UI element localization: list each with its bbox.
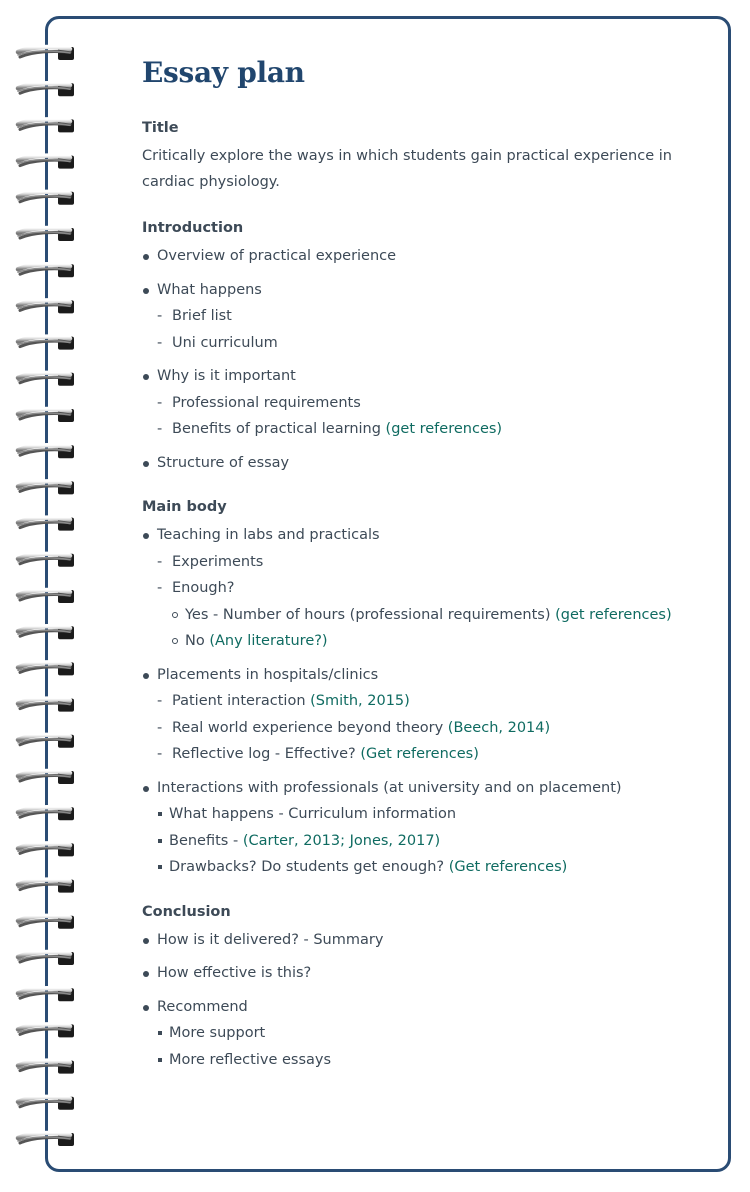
list-item: Recommend More support More reflective essays (142, 994, 702, 1074)
spiral-ring (18, 662, 74, 675)
sub-sub-list-item: No (Any literature?) (172, 628, 702, 655)
title-heading: Title (142, 120, 179, 136)
sub-list-item: - Benefits of practical learning (get references) (157, 416, 702, 443)
spiral-ring (18, 1097, 74, 1110)
sub-list-item: Drawbacks? Do students get enough? (Get references) (157, 854, 702, 881)
sub-list-item: Benefits - (Carter, 2013; Jones, 2017) (157, 828, 702, 855)
list-item: What happens - Brief list - Uni curriculum (142, 277, 702, 357)
conclusion-section (142, 901, 702, 1074)
title-text: Critically explore the ways in which students gain practical experience in cardiac physiology. (142, 148, 672, 190)
list-item: Why is it important - Professional requirements - Benefits of practical learning (get references) (142, 363, 702, 443)
spiral-ring (18, 83, 74, 96)
sub-sub-list-item: Yes - Number of hours (professional requirements) (get references) (172, 602, 702, 629)
spiral-ring (18, 337, 74, 350)
spiral-ring (18, 988, 74, 1001)
reference-note: (get references) (385, 421, 503, 437)
reference-note: (Get references) (448, 859, 568, 875)
sub-list-item: - Professional requirements (157, 390, 702, 417)
reference-note: (Get references) (360, 746, 479, 762)
spiral-ring (18, 156, 74, 169)
sub-list-item: - Brief list (157, 303, 702, 330)
spiral-ring (18, 699, 74, 712)
reference-note: (Beech, 2014) (447, 719, 551, 736)
sub-list-item: More reflective essays (157, 1047, 702, 1074)
list-item: Placements in hospitals/clinics - Patient interaction (Smith, 2015) - Real world experience beyond theory (Beech, 2014) - Reflective log - Effective? (Get references) (142, 662, 702, 768)
sub-list-item: What happens - Curriculum information (157, 801, 702, 828)
spiral-ring (18, 518, 74, 531)
spiral-ring (18, 481, 74, 494)
sub-list-item: - Patient interaction (Smith, 2015) (157, 688, 702, 715)
spiral-ring (18, 554, 74, 567)
spiral-ring (18, 1061, 74, 1074)
spiral-ring (18, 373, 74, 386)
introduction-section (142, 217, 702, 476)
spiral-ring (18, 1024, 74, 1037)
spiral-ring (18, 409, 74, 422)
spiral-ring (18, 807, 74, 820)
spiral-ring (18, 590, 74, 603)
sub-list-item: - Real world experience beyond theory (Beech, 2014) (157, 715, 702, 742)
spiral-ring (18, 228, 74, 241)
spiral-ring (18, 771, 74, 784)
sub-list-item: - Reflective log - Effective? (Get references) (157, 741, 702, 768)
list-item: Overview of practical experience (142, 243, 702, 270)
spiral-ring (18, 192, 74, 205)
sub-list-item: - Uni curriculum (157, 330, 702, 357)
spiral-ring (18, 952, 74, 965)
reference-note: (Any literature?) (209, 633, 328, 649)
introduction-heading: Introduction (142, 220, 244, 236)
list-item: Teaching in labs and practicals - Experiments - Enough? Yes - Number of hours (professional requirements) (get references) No (Any literature?) (142, 522, 702, 655)
spiral-ring (18, 735, 74, 748)
list-item: Interactions with professionals (at university and on placement) What happens - Curriculum information Benefits - (Carter, 2013; Jones, 2017) Drawbacks? Do students get enough? (Get references) (142, 775, 702, 881)
spiral-ring (18, 47, 74, 60)
main-body-section (142, 496, 702, 881)
spiral-ring (18, 1133, 74, 1146)
reference-note: (Carter, 2013; Jones, 2017) (242, 832, 441, 849)
page-title: Essay plan (142, 56, 305, 89)
spiral-ring (18, 264, 74, 277)
spiral-ring (18, 445, 74, 458)
list-item: Structure of essay (142, 450, 702, 477)
spiral-binding (0, 0, 90, 1192)
reference-note: (Smith, 2015) (310, 693, 410, 709)
spiral-ring (18, 300, 74, 313)
spiral-ring (18, 843, 74, 856)
list-item: How is it delivered? - Summary (142, 927, 702, 954)
sub-list-item: More support (157, 1020, 702, 1047)
spiral-ring (18, 119, 74, 132)
conclusion-heading: Conclusion (142, 903, 231, 920)
reference-note: (get references) (555, 606, 672, 623)
essay-plan-content (142, 56, 702, 1093)
sub-list-item: - Enough? Yes - Number of hours (professional requirements) (get references) No (Any literature?) (157, 575, 702, 655)
main-body-heading: Main body (142, 499, 227, 515)
list-item: How effective is this? (142, 960, 702, 987)
sub-list-item: - Experiments (157, 549, 702, 576)
spiral-ring (18, 916, 74, 929)
spiral-ring (18, 880, 74, 893)
spiral-rings-graphic (0, 0, 90, 1192)
spiral-ring (18, 626, 74, 639)
